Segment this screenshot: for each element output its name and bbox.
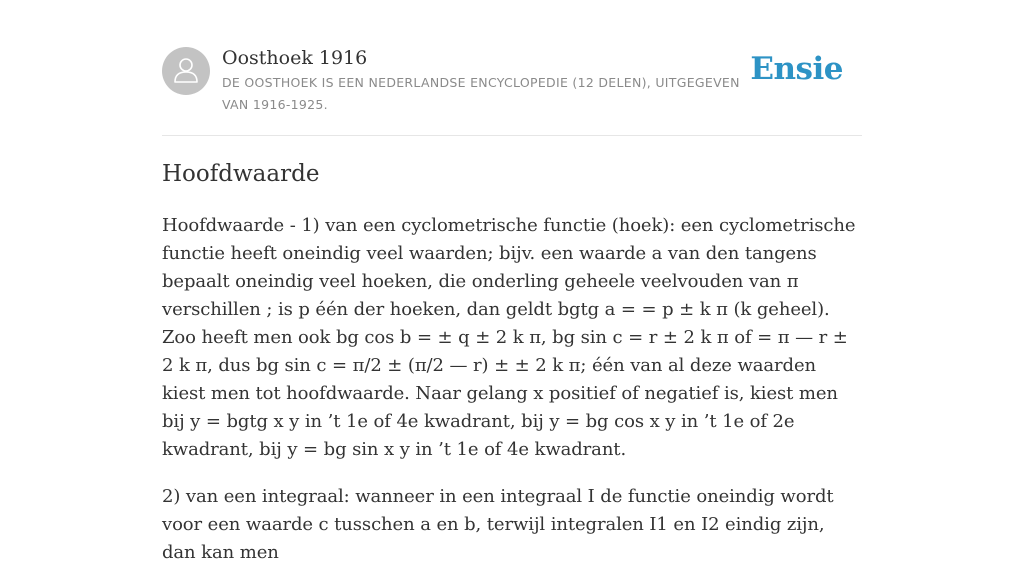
source-description: DE OOSTHOEK IS EEN NEDERLANDSE ENCYCLOPEDIE (12 DELEN), UITGEGEVEN VAN 1916-1925. [222, 75, 740, 112]
header-divider [162, 135, 862, 136]
ensie-logo[interactable]: Ensie [750, 51, 843, 87]
article-body [162, 212, 862, 586]
article-title: Hoofdwaarde [162, 161, 320, 187]
article-paragraph: Hoofdwaarde - 1) van een cyclometrische functie (hoek): een cyclometrische functie heeft oneindig veel waarden; bijv. een waarde a van den tangens bepaalt oneindig veel hoeken, die onderling geheele veelvouden van π verschillen ; is p één der hoeken, dan geldt bgtg a = = p ± k π (k geheel). Zoo heeft men ook bg cos b = ± q ± 2 k π, bg sin c = r ± 2 k π of = π — r ± 2 k π, dus bg sin c = π/2 ± (π/2 — r) ± ± 2 k π; één van al deze waarden kiest men tot hoofdwaarde. Naar gelang x positief of negatief is, kiest men bij y = bgtg x y in ’t 1e of 4e kwadrant, bij y = bg cos x y in ’t 1e of 2e kwadrant, bij y = bg sin x y in ’t 1e of 4e kwadrant. [162, 215, 856, 460]
article-paragraph: 2) van een integraal: wanneer in een integraal I de functie oneindig wordt voor een waarde c tusschen a en b, terwijl integralen I1 en I2 eindig zijn, dan kan men [162, 486, 834, 563]
source-header [162, 46, 862, 116]
avatar[interactable] [162, 47, 210, 95]
source-name[interactable]: Oosthoek 1916 [222, 47, 368, 69]
user-icon [162, 47, 210, 95]
